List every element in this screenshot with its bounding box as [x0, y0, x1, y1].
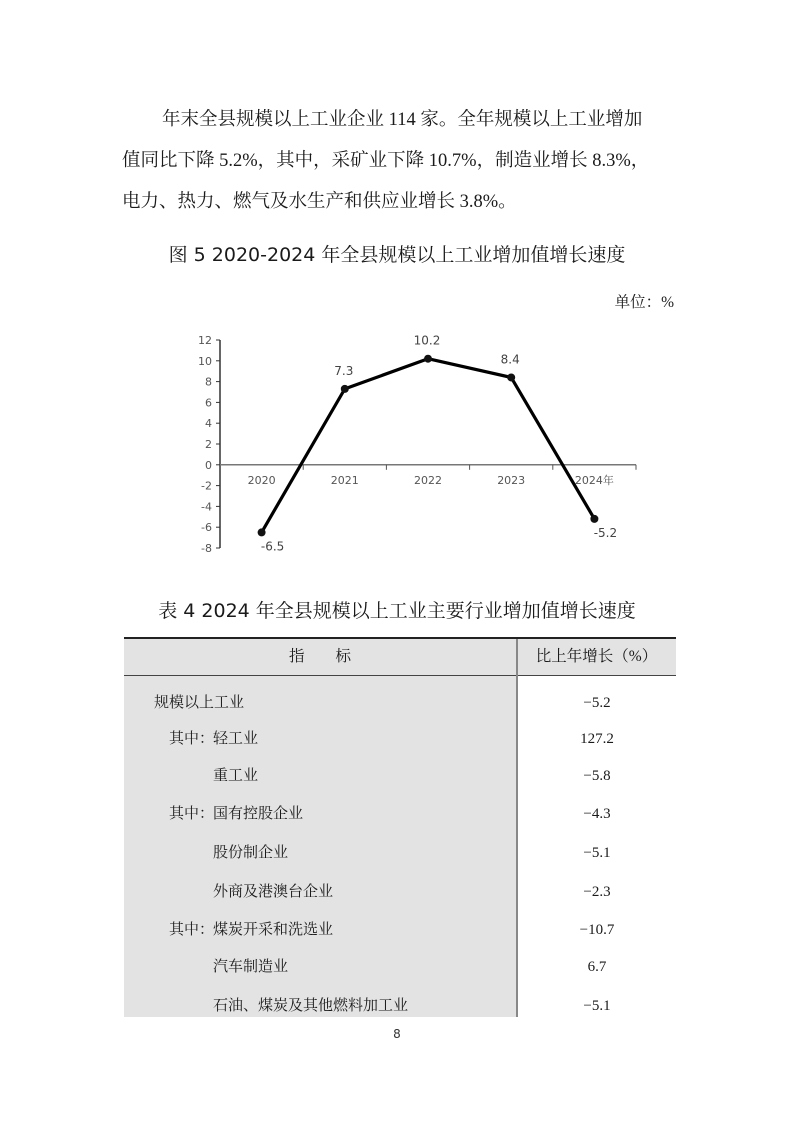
- row-label: 汽车制造业: [213, 959, 289, 975]
- table-row: [124, 721, 676, 757]
- paragraph-line: 电力、热力、燃气及水生产和供应业增长 3.8%。: [122, 192, 517, 212]
- row-value: −5.2: [583, 695, 611, 711]
- page-number: 8: [393, 1027, 401, 1041]
- series-line: [262, 359, 595, 533]
- y-tick-label: -4: [201, 500, 212, 514]
- data-table: [124, 637, 676, 1017]
- data-point: [424, 355, 432, 363]
- y-tick-label: 2: [205, 438, 212, 451]
- data-label: 7.3: [334, 363, 354, 378]
- table-row: [124, 949, 676, 985]
- unit-label: 单位：%: [614, 294, 674, 311]
- table-row: [124, 988, 676, 1024]
- header-growth: 比上年增长（%）: [535, 648, 658, 665]
- y-tick-label: -8: [201, 542, 212, 555]
- table-row: [124, 796, 676, 832]
- table-row: [124, 874, 676, 910]
- row-value: −5.1: [583, 845, 611, 861]
- row-label: 重工业: [213, 768, 259, 784]
- x-tick-label: 2021: [330, 473, 359, 487]
- row-prefix: 其中：: [169, 922, 215, 938]
- y-tick-label: -2: [201, 479, 212, 493]
- row-prefix: 其中：: [169, 806, 215, 822]
- data-label: 10.2: [413, 333, 441, 348]
- table-row: [124, 758, 676, 794]
- y-tick-label: 12: [198, 334, 212, 347]
- table-row: [124, 835, 676, 871]
- data-point: [507, 373, 515, 381]
- paragraph-line: 年末全县规模以上工业企业 114 家。全年规模以上工业增加: [162, 110, 643, 130]
- x-tick-label: 2024年: [574, 473, 614, 487]
- x-tick-label: 2022: [414, 473, 442, 487]
- row-label: 国有控股企业: [213, 806, 304, 822]
- row-value: 6.7: [587, 959, 607, 975]
- data-label: -6.5: [260, 539, 285, 554]
- paragraph-line: 值同比下降 5.2%，其中，采矿业下降 10.7%，制造业增长 8.3%，: [122, 151, 650, 171]
- row-label: 股份制企业: [213, 845, 289, 861]
- row-label: 轻工业: [213, 731, 259, 747]
- data-label: -5.2: [593, 525, 618, 540]
- table-header: [124, 639, 676, 676]
- row-label: 规模以上工业: [154, 695, 245, 711]
- table-row: [124, 685, 676, 721]
- y-tick-label: 8: [205, 375, 212, 389]
- row-value: −5.1: [583, 998, 611, 1014]
- row-value: 127.2: [580, 731, 614, 747]
- data-point: [258, 528, 266, 536]
- header-indicator: 指 标: [288, 648, 351, 665]
- y-tick-label: 10: [198, 354, 212, 368]
- row-label: 石油、煤炭及其他燃料加工业: [213, 998, 409, 1014]
- table-title: 表 4 2024 年全县规模以上工业主要行业增加值增长速度: [158, 600, 636, 622]
- data-point: [590, 515, 598, 523]
- x-tick-label: 2023: [497, 473, 526, 487]
- data-label: 8.4: [500, 352, 520, 367]
- row-value: −5.8: [583, 768, 611, 784]
- y-tick-label: 0: [205, 458, 212, 472]
- y-tick-label: -6: [201, 521, 212, 535]
- figure-title: 图 5 2020-2024 年全县规模以上工业增加值增长速度: [168, 244, 626, 266]
- data-point: [341, 385, 349, 393]
- row-value: −2.3: [583, 884, 611, 900]
- row-prefix: 其中：: [169, 731, 215, 747]
- x-tick-label: 2020: [247, 473, 276, 487]
- row-label: 煤炭开采和洗选业: [213, 922, 334, 938]
- table-row: [124, 912, 676, 948]
- y-tick-label: 4: [205, 417, 212, 431]
- y-tick-label: 6: [205, 396, 212, 410]
- row-value: −10.7: [579, 922, 615, 938]
- row-label: 外商及港澳台企业: [213, 884, 334, 900]
- row-value: −4.3: [583, 806, 611, 822]
